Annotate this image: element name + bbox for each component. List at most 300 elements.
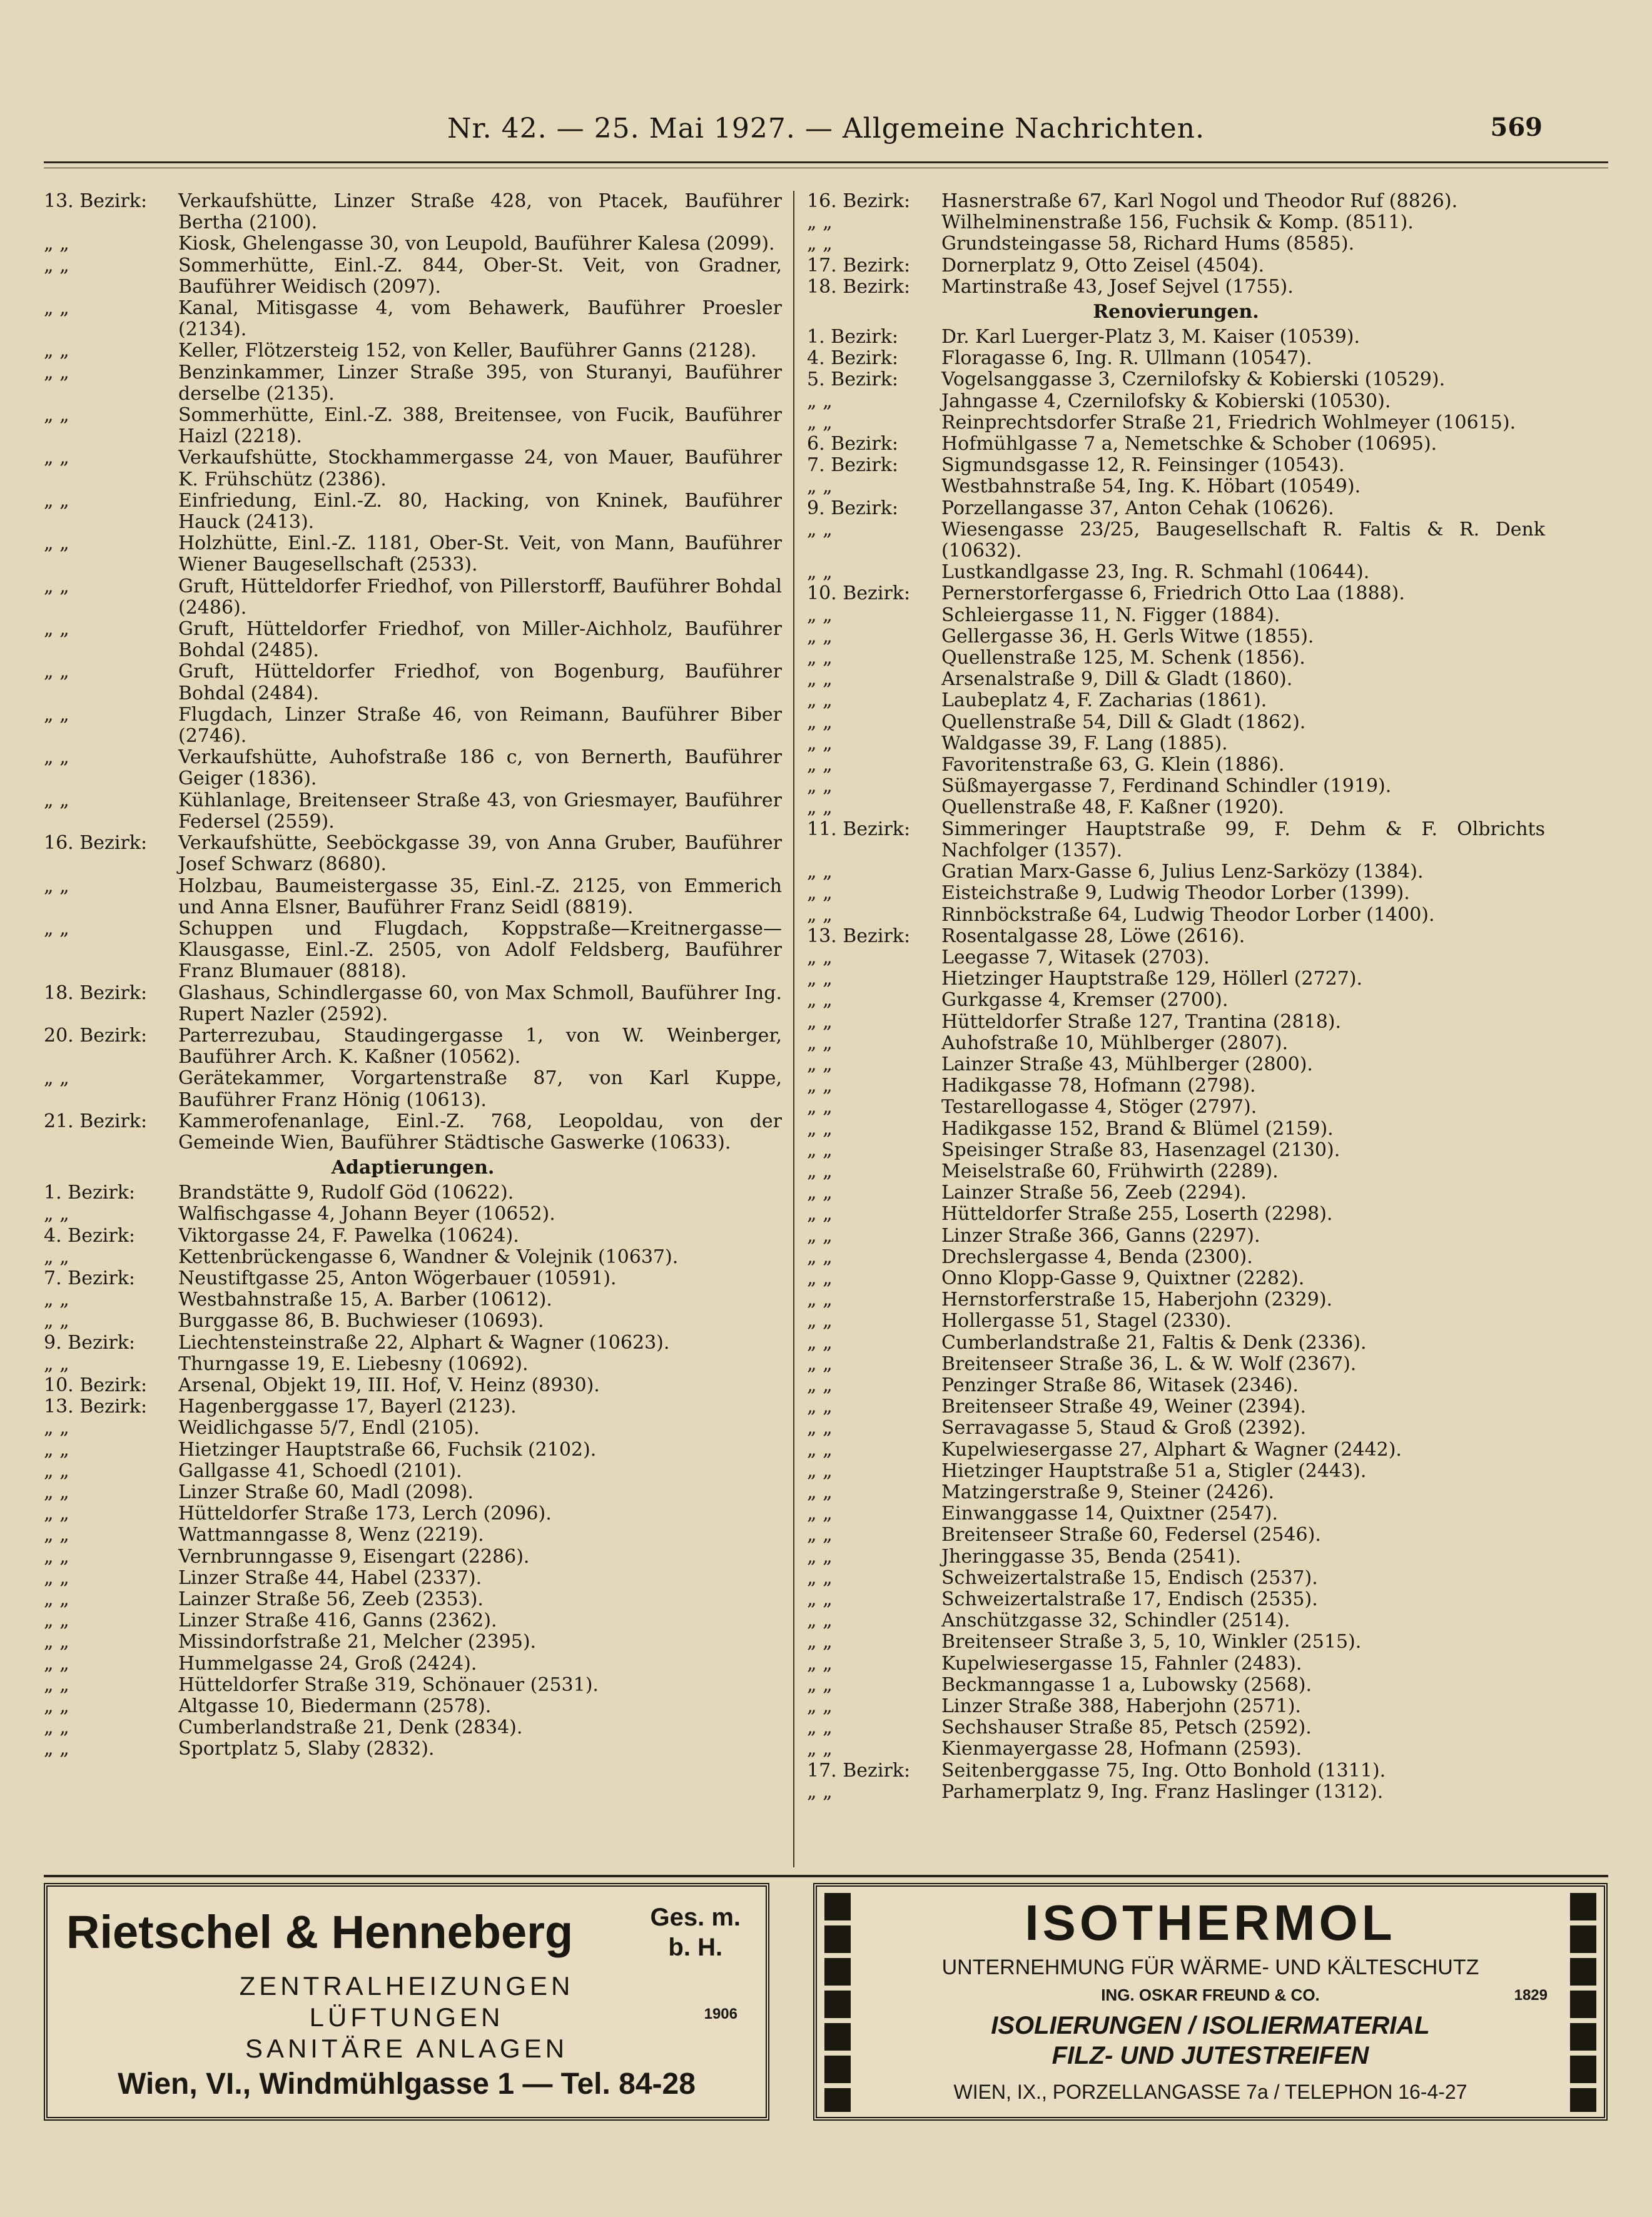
list-item xyxy=(807,733,1545,754)
entry-text: Gerätekammer, Vorgartenstraße 87, von Karl Kuppe, Bauführer Franz Hönig (10613). xyxy=(178,1067,782,1111)
ad-products-2: FILZ- UND JUTESTREIFEN xyxy=(1052,2042,1369,2069)
district-label: „ „ xyxy=(44,404,69,427)
header-rule xyxy=(44,161,1608,163)
list-item xyxy=(807,905,1545,926)
district-label: „ „ xyxy=(807,1267,833,1289)
district-label: „ „ xyxy=(44,233,69,255)
column-divider xyxy=(793,191,794,1867)
list-item xyxy=(807,947,1545,968)
ad-isothermol xyxy=(813,1883,1608,2121)
district-label: „ „ xyxy=(44,1652,69,1675)
district-label: „ „ xyxy=(44,1310,69,1332)
entry-text: Grundsteingasse 58, Richard Hums (8585). xyxy=(941,233,1355,255)
list-item xyxy=(44,362,782,405)
district-label: „ „ xyxy=(44,703,69,726)
list-item xyxy=(807,498,1545,519)
ad-tagline: UNTERNEHMUNG FÜR WÄRME- UND KÄLTESCHUTZ xyxy=(941,1956,1479,1979)
entry-text: Vernbrunngasse 9, Eisengart (2286). xyxy=(178,1545,530,1568)
entry-text: Quellenstraße 48, F. Kaßner (1920). xyxy=(941,796,1284,819)
entry-text: Sommerhütte, Einl.-Z. 388, Breitensee, von Fucik, Bauführer Haizl (2218). xyxy=(178,404,782,448)
district-label: 13. Bezirk: xyxy=(44,190,148,212)
district-label: „ „ xyxy=(807,1203,833,1225)
entry-text: Hummelgasse 24, Groß (2424). xyxy=(178,1652,477,1675)
entry-text: Linzer Straße 388, Haberjohn (2571). xyxy=(941,1695,1301,1718)
entry-text: Cumberlandstraße 21, Denk (2834). xyxy=(178,1717,523,1739)
ad-address: Wien, VI., Windmühlgasse 1 — Tel. 84-28 xyxy=(118,2067,696,2101)
list-item xyxy=(807,476,1545,497)
entry-text: Hernstorferstraße 15, Haberjohn (2329). xyxy=(941,1289,1333,1311)
list-item xyxy=(807,1332,1545,1354)
entry-text: Eisteichstraße 9, Ludwig Theodor Lorber (1399). xyxy=(941,882,1410,905)
district-label: „ „ xyxy=(807,233,833,255)
list-item xyxy=(44,1546,782,1568)
ad-owner: ING. OSKAR FREUND & CO. xyxy=(1101,1986,1320,2004)
list-item xyxy=(807,1140,1545,1161)
list-item xyxy=(807,1182,1545,1204)
list-item xyxy=(807,1375,1545,1396)
list-item xyxy=(44,619,782,661)
district-label: „ „ xyxy=(807,1010,833,1033)
entry-text: Breitenseer Straße 49, Weiner (2394). xyxy=(941,1396,1307,1418)
entry-text: Serravagasse 5, Staud & Groß (2392). xyxy=(941,1417,1307,1439)
entry-text: Hadikgasse 152, Brand & Blümel (2159). xyxy=(941,1117,1334,1140)
list-item xyxy=(44,1631,782,1653)
entry-text: Kammerofenanlage, Einl.-Z. 768, Leopoldau, von der Gemeinde Wien, Bauführer Städtische Gaswerke (10633). xyxy=(178,1110,782,1154)
district-label: „ „ xyxy=(44,917,69,940)
list-item xyxy=(44,340,782,362)
entry-text: Linzer Straße 416, Ganns (2362). xyxy=(178,1610,497,1632)
district-label: „ „ xyxy=(807,775,833,798)
district-label: 17. Bezirk: xyxy=(807,1759,911,1782)
list-item xyxy=(44,1589,782,1610)
list-item xyxy=(807,1418,1545,1439)
list-item xyxy=(807,1738,1545,1760)
entry-text: Rosentalgasse 28, Löwe (2616). xyxy=(941,925,1245,947)
ad-products-1: ISOLIERUNGEN / ISOLIERMATERIAL xyxy=(991,2012,1430,2039)
entry-text: Dornerplatz 9, Otto Zeisel (4504). xyxy=(941,254,1265,276)
district-label: 18. Bezirk: xyxy=(44,982,148,1004)
district-label: „ „ xyxy=(807,1117,833,1140)
district-label: „ „ xyxy=(807,475,833,498)
list-item xyxy=(807,1568,1545,1589)
list-item xyxy=(807,1119,1545,1140)
list-item xyxy=(44,1653,782,1675)
list-item xyxy=(807,412,1545,434)
entry-text: Beckmanngasse 1 a, Lubowsky (2568). xyxy=(941,1673,1312,1696)
list-item xyxy=(807,191,1545,212)
list-item xyxy=(807,669,1545,690)
list-item xyxy=(44,1418,782,1439)
entry-text: Lainzer Straße 43, Mühlberger (2800). xyxy=(941,1053,1313,1075)
district-label: „ „ xyxy=(807,1160,833,1182)
list-item xyxy=(44,747,782,789)
entry-text: Glashaus, Schindlergasse 60, von Max Schmoll, Bauführer Ing. Rupert Nazler (2592). xyxy=(178,982,782,1025)
list-item xyxy=(44,490,782,533)
list-item xyxy=(807,990,1545,1011)
list-item xyxy=(807,776,1545,797)
right-column xyxy=(807,191,1545,1803)
entry-text: Parterrezubau, Staudingergasse 1, von W. Weinberger, Bauführer Arch. K. Kaßner (10562). xyxy=(178,1024,782,1068)
entry-text: Hadikgasse 78, Hofmann (2798). xyxy=(941,1075,1256,1097)
list-item xyxy=(44,1225,782,1247)
entry-text: Laubeplatz 4, F. Zacharias (1861). xyxy=(941,689,1267,712)
district-label: 9. Bezirk: xyxy=(44,1331,135,1354)
listing-columns xyxy=(44,191,1608,1867)
list-item xyxy=(807,1696,1545,1717)
entry-text: Dr. Karl Luerger-Platz 3, M. Kaiser (10539). xyxy=(941,326,1361,348)
list-item xyxy=(807,754,1545,776)
entry-text: Martinstraße 43, Josef Sejvel (1755). xyxy=(941,275,1294,298)
entry-text: Schweizertalstraße 15, Endisch (2537). xyxy=(941,1566,1318,1589)
list-item xyxy=(44,1204,782,1225)
district-label: 20. Bezirk: xyxy=(44,1024,148,1047)
list-item xyxy=(44,983,782,1025)
header-title: Nr. 42. — 25. Mai 1927. — Allgemeine Nachrichten. xyxy=(447,113,1205,145)
list-item xyxy=(44,255,782,298)
list-item xyxy=(807,861,1545,883)
entry-text: Kupelwiesergasse 15, Fahnler (2483). xyxy=(941,1652,1302,1675)
district-label: „ „ xyxy=(807,1503,833,1525)
entry-text: Hietzinger Hauptstraße 66, Fuchsik (2102). xyxy=(178,1438,597,1461)
advertisements xyxy=(44,1883,1608,2133)
district-label: „ „ xyxy=(807,518,833,540)
list-item xyxy=(44,233,782,255)
district-label: 13. Bezirk: xyxy=(807,925,911,947)
list-item xyxy=(807,1033,1545,1054)
entry-text: Gruft, Hütteldorfer Friedhof, von Bogenburg, Bauführer Bohdal (2484). xyxy=(178,661,782,704)
district-label: „ „ xyxy=(807,1224,833,1247)
list-item xyxy=(44,405,782,447)
entry-text: Linzer Straße 44, Habel (2337). xyxy=(178,1566,482,1589)
district-label: „ „ xyxy=(807,968,833,990)
entry-text: Schuppen und Flugdach, Koppstraße—Kreitnergasse—Klausgasse, Einl.-Z. 2505, von Adolf Feldsberg, Bauführer Franz Blumauer (8818). xyxy=(178,917,782,983)
district-label: „ „ xyxy=(44,1566,69,1589)
entry-text: Thurngasse 19, E. Liebesny (10692). xyxy=(178,1352,529,1375)
list-item xyxy=(807,1461,1545,1482)
entry-text: Burggasse 86, B. Buchwieser (10693). xyxy=(178,1310,544,1332)
district-label: „ „ xyxy=(44,1438,69,1461)
district-label: „ „ xyxy=(807,754,833,776)
entry-text: Porzellangasse 37, Anton Cehak (10626). xyxy=(941,497,1334,519)
entry-text: Hasnerstraße 67, Karl Nogol und Theodor Ruf (8826). xyxy=(941,190,1458,212)
entry-text: Einwanggasse 14, Quixtner (2547). xyxy=(941,1503,1279,1525)
entry-text: Hagenberggasse 17, Bayerl (2123). xyxy=(178,1396,517,1418)
entry-text: Brandstätte 9, Rudolf Göd (10622). xyxy=(178,1182,514,1204)
list-item xyxy=(44,533,782,576)
entry-text: Quellenstraße 54, Dill & Gladt (1862). xyxy=(941,711,1306,733)
district-label: „ „ xyxy=(807,1352,833,1375)
list-item xyxy=(44,1025,782,1068)
list-item xyxy=(807,255,1545,276)
entry-text: Breitenseer Straße 60, Federsel (2546). xyxy=(941,1524,1321,1546)
entry-text: Auhofstraße 10, Mühlberger (2807). xyxy=(941,1032,1289,1054)
entry-text: Cumberlandstraße 21, Faltis & Denk (2336). xyxy=(941,1331,1367,1354)
list-item xyxy=(44,1111,782,1154)
district-label: „ „ xyxy=(807,1673,833,1696)
entry-text: Quellenstraße 125, M. Schenk (1856). xyxy=(941,647,1305,669)
entry-text: Süßmayergasse 7, Ferdinand Schindler (1919). xyxy=(941,775,1392,798)
section-heading: Adaptierungen. xyxy=(331,1157,495,1179)
list-item xyxy=(807,1396,1545,1418)
entry-text: Kienmayergasse 28, Hofmann (2593). xyxy=(941,1738,1302,1760)
district-label: „ „ xyxy=(44,575,69,597)
district-label: 1. Bezirk: xyxy=(44,1182,135,1204)
district-label: „ „ xyxy=(807,989,833,1012)
list-item xyxy=(807,1161,1545,1182)
district-label: 10. Bezirk: xyxy=(807,582,911,605)
entry-text: Verkaufshütte, Auhofstraße 186 c, von Bernerth, Bauführer Geiger (1836). xyxy=(178,746,782,790)
district-label: „ „ xyxy=(807,711,833,733)
entry-text: Gellergasse 36, H. Gerls Witwe (1855). xyxy=(941,625,1314,647)
district-label: 7. Bezirk: xyxy=(807,454,898,477)
list-item xyxy=(807,1503,1545,1525)
list-item xyxy=(807,1653,1545,1675)
district-label: „ „ xyxy=(807,668,833,691)
list-item xyxy=(44,1332,782,1354)
district-label: „ „ xyxy=(807,1545,833,1568)
district-label: 21. Bezirk: xyxy=(44,1110,148,1132)
district-label: „ „ xyxy=(807,1566,833,1589)
district-label: „ „ xyxy=(44,1245,69,1268)
entry-text: Gruft, Hütteldorfer Friedhof, von Miller-Aichholz, Bauführer Bohdal (2485). xyxy=(178,618,782,662)
district-label: „ „ xyxy=(807,903,833,926)
list-item xyxy=(44,1247,782,1268)
district-label: „ „ xyxy=(807,1459,833,1482)
list-item xyxy=(807,1247,1545,1268)
entry-text: Kühlanlage, Breitenseer Straße 43, von Griesmayer, Bauführer Federsel (2559). xyxy=(178,789,782,833)
entry-text: Hollergasse 51, Stagel (2330). xyxy=(941,1310,1232,1332)
list-item xyxy=(807,1097,1545,1118)
list-item xyxy=(44,1503,782,1525)
district-label: „ „ xyxy=(807,1652,833,1675)
entry-text: Linzer Straße 60, Madl (2098). xyxy=(178,1481,474,1503)
district-label: „ „ xyxy=(807,1695,833,1718)
entry-text: Gruft, Hütteldorfer Friedhof, von Pillerstorff, Bauführer Bohdal (2486). xyxy=(178,575,782,619)
district-label: „ „ xyxy=(807,882,833,905)
district-label: 4. Bezirk: xyxy=(807,347,898,370)
entry-text: Weidlichgasse 5/7, Endl (2105). xyxy=(178,1417,480,1439)
list-item xyxy=(807,348,1545,369)
ad-suffix-line-1: Ges. m. xyxy=(650,1904,741,1931)
district-label: „ „ xyxy=(44,875,69,897)
district-label: „ „ xyxy=(807,1245,833,1268)
district-label: „ „ xyxy=(807,1075,833,1097)
district-label: „ „ xyxy=(44,1067,69,1090)
entry-text: Favoritenstraße 63, G. Klein (1886). xyxy=(941,754,1285,776)
list-item xyxy=(807,626,1545,647)
list-item xyxy=(807,1225,1545,1247)
district-label: „ „ xyxy=(807,211,833,234)
list-item xyxy=(44,1675,782,1696)
entry-text: Seitenberggasse 75, Ing. Otto Bonhold (1311). xyxy=(941,1759,1386,1782)
district-label: „ „ xyxy=(807,689,833,712)
entry-text: Wiesengasse 23/25, Baugesellschaft R. Faltis & R. Denk (10632). xyxy=(941,518,1545,562)
district-label: „ „ xyxy=(807,1588,833,1610)
entry-text: Reinprechtsdorfer Straße 21, Friedrich Wohlmeyer (10615). xyxy=(941,411,1516,434)
list-item xyxy=(807,1631,1545,1653)
list-item xyxy=(807,690,1545,711)
entry-text: Sommerhütte, Einl.-Z. 844, Ober-St. Veit, von Gradner, Bauführer Weidisch (2097). xyxy=(178,254,782,298)
list-item xyxy=(807,605,1545,626)
district-label: „ „ xyxy=(44,1503,69,1525)
district-label: „ „ xyxy=(44,1417,69,1439)
entry-text: Wattmanngasse 8, Wenz (2219). xyxy=(178,1524,484,1546)
district-label: „ „ xyxy=(44,618,69,641)
entry-text: Sechshauser Straße 85, Petsch (2592). xyxy=(941,1717,1312,1739)
list-item xyxy=(807,1610,1545,1631)
district-label: „ „ xyxy=(44,297,69,320)
list-item xyxy=(44,918,782,983)
entry-text: Kupelwiesergasse 27, Alphart & Wagner (2442). xyxy=(941,1438,1402,1461)
page-header xyxy=(38,113,1614,156)
entry-text: Neustiftgasse 25, Anton Wögerbauer (10591). xyxy=(178,1267,617,1289)
district-label: 17. Bezirk: xyxy=(807,254,911,276)
entry-text: Meiselstraße 60, Frühwirth (2289). xyxy=(941,1160,1279,1182)
list-item xyxy=(807,391,1545,412)
entry-text: Hütteldorfer Straße 127, Trantina (2818). xyxy=(941,1010,1342,1033)
district-label: „ „ xyxy=(44,254,69,276)
entry-text: Kettenbrückengasse 6, Wandner & Volejnik (10637). xyxy=(178,1245,679,1268)
list-item xyxy=(44,1738,782,1760)
district-label: „ „ xyxy=(44,746,69,769)
district-label: 4. Bezirk: xyxy=(44,1224,135,1247)
district-label: „ „ xyxy=(807,1438,833,1461)
entry-text: Holzbau, Baumeistergasse 35, Einl.-Z. 2125, von Emmerich und Anna Elsner, Bauführer Franz Seidl (8819). xyxy=(178,875,782,918)
list-item xyxy=(807,1311,1545,1332)
list-item xyxy=(807,1525,1545,1546)
list-item xyxy=(807,1054,1545,1075)
ad-service-2: LÜFTUNGEN xyxy=(309,2002,504,2032)
list-item xyxy=(807,369,1545,390)
district-label: 13. Bezirk: xyxy=(44,1396,148,1418)
district-label: „ „ xyxy=(807,1374,833,1396)
list-item xyxy=(807,1675,1545,1696)
list-item xyxy=(807,819,1545,861)
entry-text: Breitenseer Straße 3, 5, 10, Winkler (2515). xyxy=(941,1631,1362,1653)
entry-text: Lainzer Straße 56, Zeeb (2353). xyxy=(178,1588,484,1610)
entry-text: Verkaufshütte, Linzer Straße 428, von Ptacek, Bauführer Bertha (2100). xyxy=(178,190,782,234)
list-item xyxy=(44,576,782,619)
district-label: 6. Bezirk: xyxy=(807,433,898,455)
ad-reference-number: 1829 xyxy=(1514,1987,1548,2004)
list-item xyxy=(44,1525,782,1546)
list-item xyxy=(807,1589,1545,1610)
district-label: 16. Bezirk: xyxy=(807,190,911,212)
district-label: 5. Bezirk: xyxy=(807,368,898,391)
list-item xyxy=(44,298,782,340)
entry-text: Hütteldorfer Straße 173, Lerch (2096). xyxy=(178,1503,552,1525)
district-label: „ „ xyxy=(44,1289,69,1311)
entry-text: Anschützgasse 32, Schindler (2514). xyxy=(941,1610,1290,1632)
entry-text: Breitenseer Straße 36, L. & W. Wolf (2367). xyxy=(941,1352,1357,1375)
district-label: „ „ xyxy=(807,1053,833,1075)
district-label: „ „ xyxy=(807,390,833,412)
entry-text: Leegasse 7, Witasek (2703). xyxy=(941,946,1210,968)
entry-text: Missindorfstraße 21, Melcher (2395). xyxy=(178,1631,537,1653)
list-item xyxy=(44,833,782,875)
district-label: „ „ xyxy=(44,1352,69,1375)
entry-text: Walfischgasse 4, Johann Beyer (10652). xyxy=(178,1203,555,1225)
district-label: „ „ xyxy=(44,1545,69,1568)
list-item xyxy=(807,1717,1545,1738)
entry-text: Waldgasse 39, F. Lang (1885). xyxy=(941,732,1228,754)
list-item xyxy=(807,1012,1545,1033)
district-label: „ „ xyxy=(44,1524,69,1546)
district-label: „ „ xyxy=(44,1203,69,1225)
district-label: „ „ xyxy=(807,1481,833,1503)
district-label: „ „ xyxy=(807,1610,833,1632)
list-item xyxy=(44,1311,782,1332)
entry-text: Keller, Flötzersteig 152, von Keller, Bauführer Ganns (2128). xyxy=(178,340,757,362)
district-label: 9. Bezirk: xyxy=(807,497,898,519)
list-item xyxy=(44,1610,782,1631)
list-item xyxy=(807,797,1545,818)
entry-text: Jahngasse 4, Czernilofsky & Kobierski (10530). xyxy=(941,390,1391,412)
list-item xyxy=(44,790,782,833)
entry-text: Gallgasse 41, Schoedl (2101). xyxy=(178,1459,462,1482)
list-item xyxy=(44,1354,782,1375)
list-item xyxy=(807,1482,1545,1503)
entry-text: Drechslergasse 4, Benda (2300). xyxy=(941,1245,1253,1268)
district-label: „ „ xyxy=(44,1717,69,1739)
list-item xyxy=(44,1289,782,1311)
entry-text: Liechtensteinstraße 22, Alphart & Wagner (10623). xyxy=(178,1331,670,1354)
entry-text: Schleiergasse 11, N. Figger (1884). xyxy=(941,604,1280,626)
list-item xyxy=(807,1354,1545,1375)
entry-text: Altgasse 10, Biedermann (2578). xyxy=(178,1695,492,1718)
entry-text: Benzinkammer, Linzer Straße 395, von Sturanyi, Bauführer derselbe (2135). xyxy=(178,361,782,405)
entry-text: Floragasse 6, Ing. R. Ullmann (10547). xyxy=(941,347,1312,370)
list-item xyxy=(44,191,782,233)
list-item xyxy=(44,1461,782,1482)
list-item xyxy=(807,647,1545,669)
list-item xyxy=(807,583,1545,604)
list-item xyxy=(44,447,782,490)
ad-service-3: SANITÄRE ANLAGEN xyxy=(245,2034,569,2063)
entry-text: Holzhütte, Einl.-Z. 1181, Ober-St. Veit, von Mann, Bauführer Wiener Baugesellschaft (2533). xyxy=(178,532,782,576)
district-label: „ „ xyxy=(44,447,69,469)
entry-text: Gratian Marx-Gasse 6, Julius Lenz-Sarközy (1384). xyxy=(941,861,1424,883)
ad-service-1: ZENTRALHEIZUNGEN xyxy=(239,1971,574,2001)
entry-text: Onno Klopp-Gasse 9, Quixtner (2282). xyxy=(941,1267,1305,1289)
district-label: „ „ xyxy=(807,1182,833,1204)
list-item xyxy=(44,1696,782,1717)
section-heading: Renovierungen. xyxy=(1093,301,1259,323)
entry-text: Hütteldorfer Straße 319, Schönauer (2531). xyxy=(178,1673,599,1696)
entry-text: Verkaufshütte, Stockhammergasse 24, von Mauer, Bauführer K. Frühschütz (2386). xyxy=(178,447,782,490)
entry-text: Schweizertalstraße 17, Endisch (2535). xyxy=(941,1588,1318,1610)
district-label: 7. Bezirk: xyxy=(44,1267,135,1289)
district-label: „ „ xyxy=(807,796,833,819)
ad-company-name: ISOTHERMOL xyxy=(1025,1895,1396,1951)
list-item xyxy=(807,1782,1545,1803)
list-item xyxy=(44,1482,782,1503)
district-label: „ „ xyxy=(44,1481,69,1503)
district-label: „ „ xyxy=(44,1588,69,1610)
district-label: 10. Bezirk: xyxy=(44,1374,148,1396)
district-label: „ „ xyxy=(807,1310,833,1332)
district-label: „ „ xyxy=(807,604,833,626)
entry-text: Sigmundsgasse 12, R. Feinsinger (10543). xyxy=(941,454,1345,477)
district-label: 11. Bezirk: xyxy=(807,818,911,840)
district-label: „ „ xyxy=(807,647,833,669)
ad-address: WIEN, IX., PORZELLANGASSE 7a / TELEPHON 16-4-27 xyxy=(953,2081,1467,2103)
district-label: „ „ xyxy=(807,411,833,434)
entry-text: Gurkgasse 4, Kremser (2700). xyxy=(941,989,1229,1012)
entry-text: Hofmühlgasse 7 a, Nemetschke & Schober (10695). xyxy=(941,433,1437,455)
list-item xyxy=(44,1375,782,1396)
entry-text: Kiosk, Ghelengasse 30, von Leupold, Bauführer Kalesa (2099). xyxy=(178,233,775,255)
